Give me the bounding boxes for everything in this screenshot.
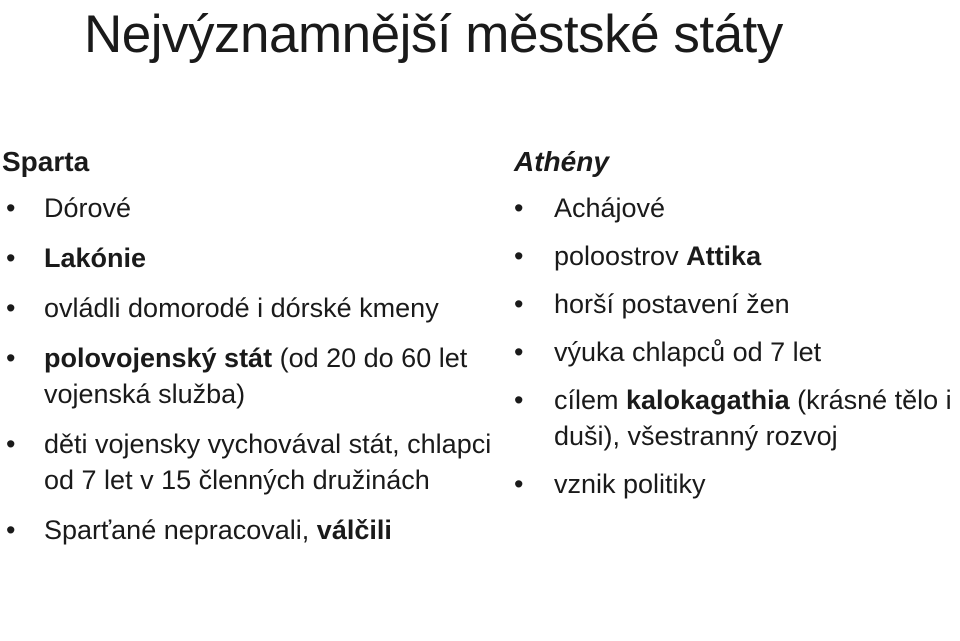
list-item [514,190,960,226]
bullet-icon: • [514,241,524,271]
bullet-icon: • [514,337,524,367]
sparta-list [2,190,492,548]
bullet-icon: • [6,243,16,273]
list-item [514,382,960,454]
list-item [2,426,492,498]
item-bold-text: polovojenský stát [44,343,273,373]
item-text: Sparťané nepracovali, [44,515,317,545]
item-text: výuka chlapců od 7 let [554,337,822,367]
bullet-icon: • [514,385,524,415]
bullet-icon: • [514,193,524,223]
item-text: Achájové [554,193,666,223]
slide-title: Nejvýznamnější městské státy [84,5,783,64]
item-bold-text: válčili [316,515,392,545]
item-bold-text: kalokagathia [626,385,790,415]
sparta-column [2,142,492,562]
item-bold-text: Lakónie [44,243,147,273]
list-item [514,238,960,274]
athens-heading: Athény [514,146,609,177]
bullet-icon: • [6,515,16,545]
list-item [2,290,492,326]
item-text-tail: (krásné tělo i duši), všestranný rozvoj [554,385,952,451]
item-text: (od 20 do 60 let vojenská služba) [44,343,468,409]
bullet-icon: • [514,469,524,499]
bullet-icon: • [6,343,16,373]
bullet-icon: • [6,429,16,459]
item-text: vznik politiky [554,469,706,499]
list-item [2,240,492,276]
bullet-icon: • [6,193,16,223]
item-text: Dórové [44,193,132,223]
bullet-icon: • [514,289,524,319]
list-item [2,512,492,548]
item-text: cílem [554,385,627,415]
item-text: ovládli domorodé i dórské kmeny [44,293,439,323]
bullet-icon: • [6,293,16,323]
sparta-heading: Sparta [2,146,90,177]
list-item [2,340,492,412]
athens-list [514,190,960,502]
list-item [514,286,960,322]
athens-column [514,142,960,521]
item-text: děti vojensky vychovával stát, chlapci od 7 let v 15 členných družinách [44,429,492,495]
list-item [514,466,960,502]
list-item [2,190,492,226]
list-item [514,334,960,370]
item-text: poloostrov [554,241,687,271]
item-text: horší postavení žen [554,289,790,319]
item-bold-text: Attika [686,241,762,271]
